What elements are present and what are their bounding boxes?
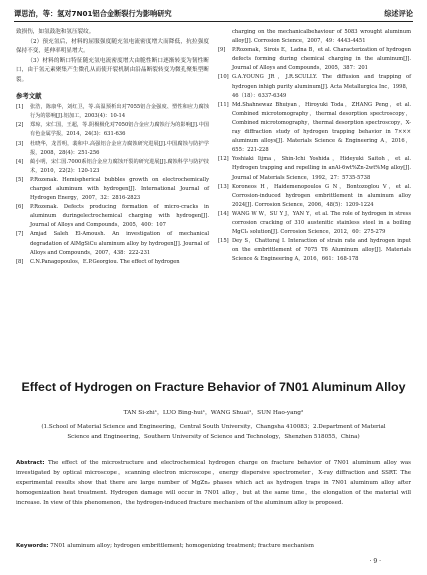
reference-number: [15] [218, 238, 229, 245]
reference-item [218, 237, 411, 264]
reference-text: 张浩，陈康华，刘红卫，等.高温预析出对7055铝合金强度、塑性和应力腐蚀行为的影响[J].铝加工，2003(4)：10-14 [30, 104, 209, 120]
conclusion-paragraph: 致损伤，如氢鼓泡和氢压裂纹。 [16, 29, 95, 35]
reference-number: [9] [218, 47, 226, 54]
reference-item [16, 121, 209, 139]
abstract-text: The effect of the microstructure and electrochemical hydrogen charge on fracture behavior of 7N01 aluminum alloy was investigated by optical microscope，scanning electron microscope，energy dispersive spectrometer，X-ray diffraction and SSRT. The experimental results show that there are large number of MgZn₂ phases which act as hydrogen traps in 7N01 aluminum alloy after homogenization heat treatment. Hydrogen damage will occur in 7N01 alloy，but at the same time，the elongation of the material will increase. In view of this phenomenon，the hydrogen-induced fracture mechanism of the aluminum alloy is proposed. [16, 460, 412, 506]
reference-item [16, 230, 209, 257]
reference-item [218, 73, 411, 100]
reference-text: P.Rozenak. Hemispherical bubbles growth on electrochemically charged aluminum with hydrogen[J]. International Journal of Hydrogen Energy，2007，32：2816-2823 [30, 176, 209, 202]
reference-item [218, 28, 411, 46]
header-section-name: 综述评论 [384, 9, 413, 18]
reference-text: P.Rozenak. Defects producing formation of micro-cracks in aluminum duringelectrochemical charging with hydrogen[J]. Journal of Alloys and Compounds，2005，400：107 [30, 204, 209, 229]
reference-item [16, 203, 209, 230]
references-heading: 参考文献 [16, 91, 42, 100]
reference-text: 蔺小明，宋仁国.7000系铝合金应力腐蚀开裂的研究进展[J].腐蚀科学与防护技术，2010，22(2)：120-123 [30, 158, 209, 174]
reference-item [218, 155, 411, 182]
reference-item [16, 140, 209, 158]
right-column [218, 28, 411, 264]
reference-text: charging on the mechanicalbehaviour of 5083 wrought aluminum alloy[J]. Corrosion Science，2007，49：4443-4451 [232, 29, 411, 45]
header-rule [14, 21, 413, 22]
reference-text: G.A.YOUNG JR，J.R.SCULLY. The diffusion and trapping of hydrogen inhigh purity aluminum[J]. Acta Metallurgica Inc，1998，46（18）：6337-6349 [232, 74, 411, 99]
reference-number: [6] [16, 204, 24, 211]
reference-item [16, 103, 209, 121]
reference-text: C.N.Panagopoulos，E.P.Georgiou. The effect of hydrogen [30, 258, 180, 265]
reference-item [218, 183, 411, 210]
reference-text: WANG W W，SU Y J，YAN Y，et al. The role of hydrogen in stress corrosion cracking of 310 austenitic stainless steel in a boiling MgCl₂ solution[J]. Corrosion Science，2012，60：275-279 [232, 210, 411, 236]
abstract-label: Abstract: [16, 460, 45, 466]
running-header [14, 6, 413, 22]
reference-number: [13] [218, 183, 229, 190]
reference-number: [14] [218, 210, 229, 217]
reference-number: [3] [16, 140, 24, 147]
reference-item [218, 46, 411, 73]
reference-number: [11] [218, 101, 229, 108]
reference-number: [1] [16, 104, 24, 111]
reference-number: [12] [218, 156, 229, 163]
reference-item [16, 258, 209, 267]
reference-text: Md.Shahnewaz Bhuiyan，Hiroyuki Toda，ZHANG Peng，et al. Combined microtomography，thermal desorption spectroscopy，Combined microtomography，thermal desorption spectroscopy，X-ray diffraction study of hydrogen trapping behavior in 7××× aluminum alloys[J]. Materials Science & Engineering A，2016，655：221-228 [232, 101, 411, 154]
reference-item [218, 210, 411, 237]
reference-text: P.Rozenak，Sirois E，Ladna B，et al. Characterization of hydrogen defects forming during chemical charging in the aluminum[J]. Journal of Alloys and Compounds，2005，387：201 [232, 47, 411, 72]
reference-number: [4] [16, 158, 24, 165]
english-authors: TAN Si-zhi¹，LUO Bing-hui¹，WANG Shuai¹，SUN Hao-yang² [123, 410, 304, 416]
left-column [16, 28, 209, 267]
reference-number: [7] [16, 231, 24, 238]
reference-text: Dey S，Chattoraj I. Interaction of strain rate and hydrogen input on the embrittlement of 7075 T6 Aluminum alloy[J]. Materials Science & Engineering A，2016，661：168-178 [232, 238, 411, 263]
english-keywords [16, 541, 411, 551]
reference-text: 杜晓华，龙晋明，裴和中.高强铝合金应力腐蚀研究进展[J].中国腐蚀与防护学报，2008，28(4)：251-256 [30, 140, 209, 156]
reference-text: Amjad Saleh El-Amoush. An investigation of mechanical degradation of AlMgSiCu aluminum alloy by hydrogen[J]. Journal of Alloys and Compounds，2007，438：222-231 [30, 231, 209, 256]
keywords-text: 7N01 aluminum alloy; hydrogen embrittlement; homogenizing treatment; fracture mechanism [50, 543, 314, 549]
reference-number: [5] [16, 176, 24, 183]
reference-number: [8] [16, 258, 24, 265]
reference-text: 郑琼，宋仁国，王超，等.阴极极化对7050铝合金应力腐蚀行为的影响[J].中国有色金属学报，2014，24(3)：631-636 [30, 122, 209, 138]
page-number: · 9 · [369, 558, 381, 565]
english-abstract [16, 458, 411, 508]
reference-text: Koroneos H，Haidemenopoulos G N，Bontozoglou V，et al. Corrosion-induced hydrogen embrittlement in aluminum alloy 2024[J]. Corrosion Science，2006，48(5)：1209-1224 [232, 183, 411, 208]
reference-item [16, 158, 209, 176]
english-affiliation: (1.School of Material Science and Engineering，Central South University，Changsha 410083；2.Department of Material Science and Engineering，Southern University of Science and Technology，Shenzhen 518055，China) [41, 424, 386, 440]
reference-item [218, 101, 411, 156]
conclusion-paragraph: （2）预充氢后，材料的屈服强度随充氢电流密度增大而降低，抗拉强度保持不变，延伸率明显增大。 [16, 38, 209, 55]
reference-number: [2] [16, 122, 24, 129]
header-article-title: 谭思治，等：氢对7N01铝合金断裂行为影响研究 [14, 9, 172, 18]
english-title: Effect of Hydrogen on Fracture Behavior of 7N01 Aluminum Alloy [21, 380, 406, 394]
reference-item [16, 176, 209, 203]
keywords-label: Keywords: [16, 543, 49, 549]
reference-text: Yoshiaki Iijma，Shin-Ichi Yoshida，Hideyuki Saitoh，et al. Hydrogen trapping and repelling in anAl-6wt%Zn-2wt%Mg alloy[J]. Journal of Materials Science，1992，27：5735-5738 [232, 156, 411, 181]
reference-number: [10] [218, 74, 229, 81]
conclusion-paragraph: （3）材料的断口特征随充氢电流密度增大由脆性断口逐渐转变为韧性断口，由于氢元素聚集产生微孔从而使开裂机制由沿晶断裂转变为微孔聚集型断裂。 [16, 57, 209, 83]
